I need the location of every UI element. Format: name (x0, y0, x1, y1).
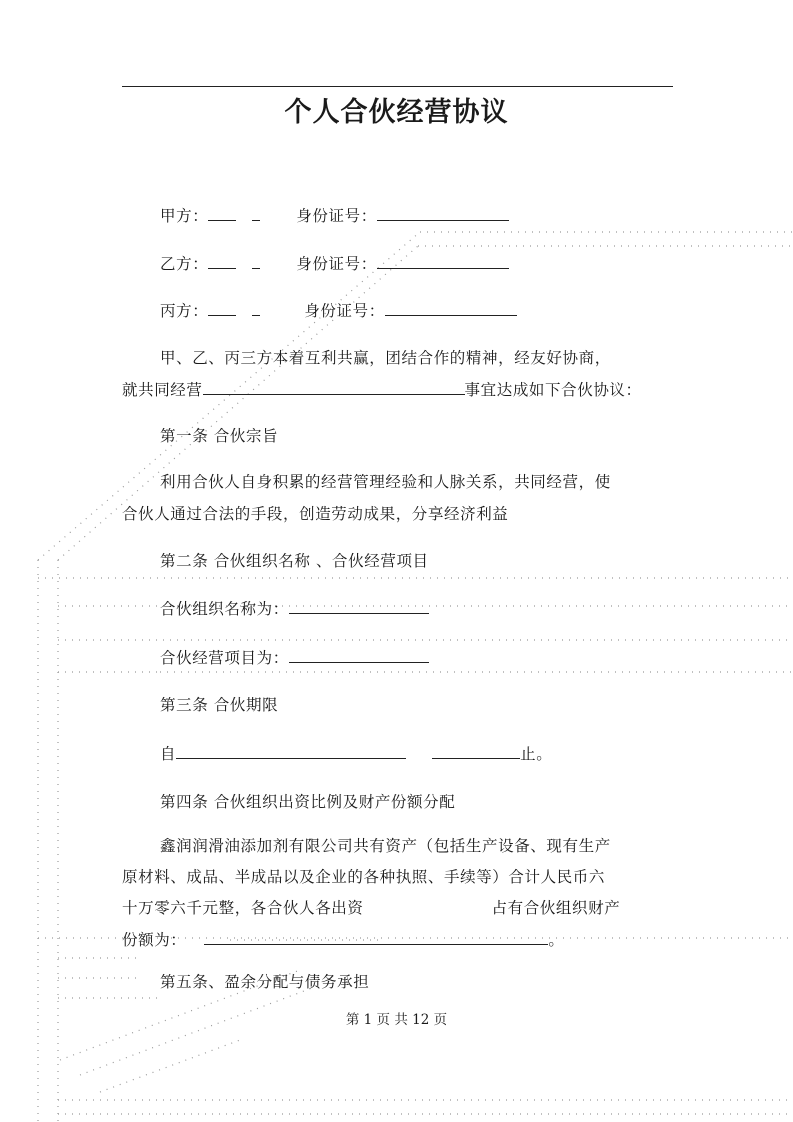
project-field[interactable] (289, 648, 429, 663)
article-1-heading: 第一条 合伙宗旨 (160, 427, 279, 445)
term-from-label: 自 (160, 745, 177, 763)
intro-suffix: 事宜达成如下合伙协议： (464, 381, 642, 399)
party-b-name-field[interactable] (208, 254, 236, 269)
article-2-heading: 第二条 合伙组织名称 、合伙经营项目 (160, 552, 429, 570)
top-rule (122, 86, 673, 87)
footer-prefix: 第 (345, 1012, 364, 1028)
party-c-id-field[interactable] (385, 301, 517, 316)
project-label: 合伙经营项目为： (160, 649, 289, 667)
party-c-line (160, 299, 517, 321)
project-line (160, 646, 429, 668)
article-4-line-1: 鑫润润滑油添加剂有限公司共有资产（包括生产设备、现有生产 (160, 837, 611, 855)
org-name-field[interactable] (289, 599, 429, 614)
org-name-label: 合伙组织名称为： (160, 600, 289, 618)
party-a-label: 甲方： (160, 207, 209, 225)
article-4-line-3 (122, 896, 620, 918)
page-footer (0, 1008, 793, 1028)
article-4-line-3-prefix: 十万零六千元整，各合伙人各出资 (122, 899, 364, 917)
term-end-field[interactable] (432, 744, 520, 759)
article-1-line-2: 合伙人通过合法的手段，创造劳动成果，分享经济利益 (122, 505, 509, 523)
share-field[interactable] (204, 930, 548, 945)
intro-line-1: 甲、乙、丙三方本着互利共赢，团结合作的精神，经友好协商， (160, 349, 611, 367)
total-pages: 12 (412, 1012, 430, 1028)
footer-middle: 页 共 (372, 1012, 413, 1028)
party-a-line (160, 204, 509, 226)
intro-prefix: 就共同经营 (122, 381, 203, 399)
article-4-line-2: 原材料、成品、半成品以及企业的各种执照、手续等）合计人民币六 (122, 868, 606, 886)
current-page: 1 (363, 1012, 373, 1028)
article-3-heading: 第三条 合伙期限 (160, 696, 279, 714)
article-4-line-3-suffix: 占有合伙组织财产 (491, 899, 621, 917)
article-4-heading: 第四条 合伙组织出资比例及财产份额分配 (160, 793, 456, 811)
org-name-line (160, 597, 429, 619)
party-a-name-field-2[interactable] (252, 206, 260, 221)
business-field[interactable] (203, 380, 465, 395)
party-b-label: 乙方： (160, 255, 209, 273)
party-b-line (160, 252, 509, 274)
party-b-id-field[interactable] (377, 254, 509, 269)
party-b-name-field-2[interactable] (252, 254, 260, 269)
party-c-id-label: 身份证号： (304, 302, 385, 320)
party-c-name-field-2[interactable] (252, 301, 260, 316)
party-c-name-field[interactable] (208, 301, 236, 316)
intro-line-2 (122, 378, 642, 400)
party-a-name-field[interactable] (208, 206, 236, 221)
document-title: 个人合伙经营协议 (284, 97, 509, 128)
party-b-id-label: 身份证号： (296, 255, 377, 273)
term-line (160, 742, 552, 764)
party-a-id-label: 身份证号： (296, 207, 377, 225)
share-suffix: 。 (548, 931, 565, 949)
article-4-line-4 (122, 928, 565, 950)
party-c-label: 丙方： (160, 302, 209, 320)
footer-suffix: 页 (429, 1012, 448, 1028)
share-label: 份额为： (122, 931, 187, 949)
term-start-field[interactable] (176, 744, 406, 759)
article-5-heading: 第五条、盈余分配与债务承担 (160, 973, 370, 991)
party-a-id-field[interactable] (377, 206, 509, 221)
term-to-label: 止。 (520, 745, 553, 763)
article-1-line-1: 利用合伙人自身积累的经营管理经验和人脉关系，共同经营，使 (160, 473, 611, 491)
